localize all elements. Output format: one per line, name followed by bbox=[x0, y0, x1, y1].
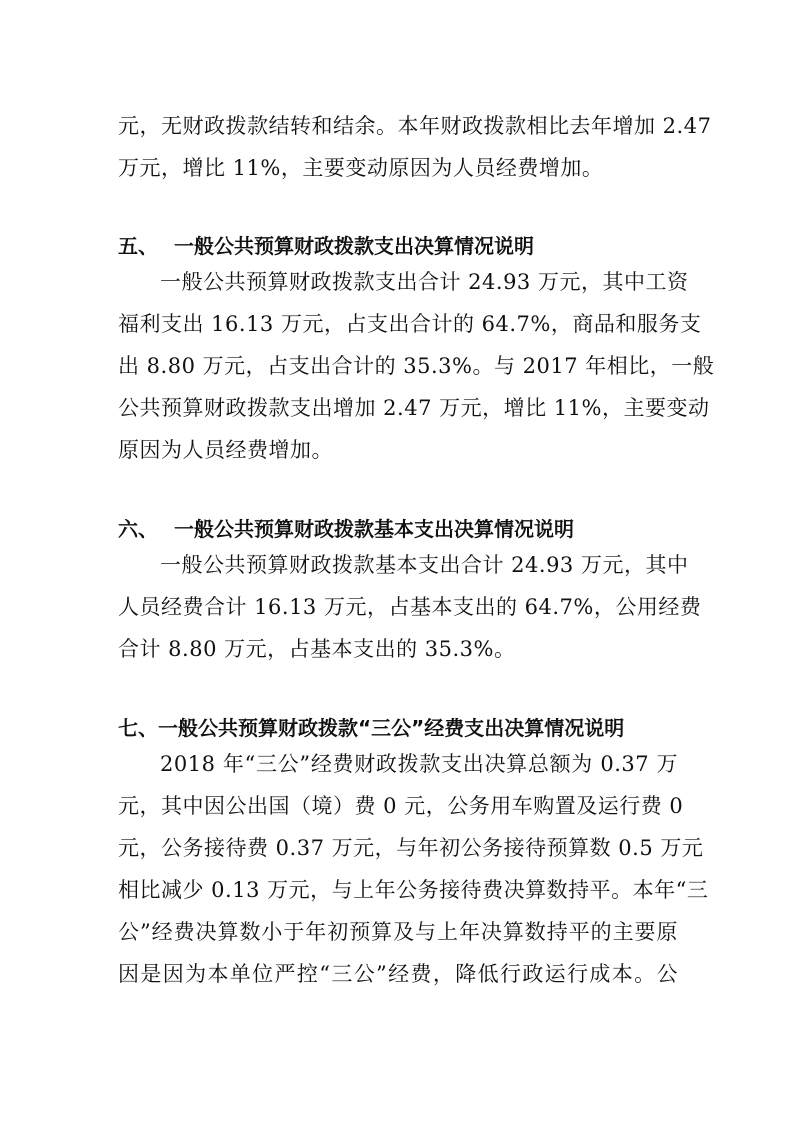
section-5-heading bbox=[118, 231, 678, 261]
section-5-line-2: 福利支出 16.13 万元，占支出合计的 64.7%，商品和服务支 bbox=[118, 312, 702, 336]
section-5-line-1: 一般公共预算财政拨款支出合计 24.93 万元，其中工资 bbox=[160, 270, 689, 294]
section-7-line-2: 元，其中因公出国（境）费 0 元，公务用车购置及运行费 0 bbox=[118, 794, 684, 818]
section-6-heading bbox=[118, 514, 678, 544]
section-6-line-2: 人员经费合计 16.13 万元，占基本支出的 64.7%，公用经费 bbox=[118, 595, 702, 619]
section-7-line-3: 元，公务接待费 0.37 万元，与年初公务接待预算数 0.5 万元 bbox=[118, 836, 704, 860]
section-5-line-3: 出 8.80 万元，占支出合计的 35.3%。与 2017 年相比，一般 bbox=[118, 354, 715, 378]
section-7-heading bbox=[118, 713, 678, 743]
section-5-title: 一般公共预算财政拨款支出决算情况说明 bbox=[174, 234, 534, 258]
section-7-number: 七、 bbox=[118, 716, 158, 740]
section-6-number: 六、 bbox=[118, 517, 158, 541]
section-6-line-3: 合计 8.80 万元，占基本支出的 35.3%。 bbox=[118, 637, 516, 661]
intro-line-1: 元，无财政拨款结转和结余。本年财政拨款相比去年增加 2.47 bbox=[118, 114, 712, 138]
section-7-line-4: 相比减少 0.13 万元，与上年公务接待费决算数持平。本年“三 bbox=[118, 878, 709, 902]
section-7-title: 一般公共预算财政拨款“三公”经费支出决算情况说明 bbox=[158, 716, 625, 740]
section-6-line-1: 一般公共预算财政拨款基本支出合计 24.93 万元，其中 bbox=[160, 553, 689, 577]
section-5-number: 五、 bbox=[118, 234, 158, 258]
section-5-line-4: 公共预算财政拨款支出增加 2.47 万元，增比 11%，主要变动 bbox=[118, 396, 710, 420]
section-7-line-5: 公”经费决算数小于年初预算及与上年决算数持平的主要原 bbox=[118, 920, 678, 944]
intro-line-2: 万元，增比 11%，主要变动原因为人员经费增加。 bbox=[118, 156, 604, 180]
section-5-line-5: 原因为人员经费增加。 bbox=[118, 438, 333, 462]
section-7-line-1: 2018 年“三公”经费财政拨款支出决算总额为 0.37 万 bbox=[160, 752, 678, 776]
section-7-line-6: 因是因为本单位严控“三公”经费，降低行政运行成本。公 bbox=[118, 962, 678, 986]
section-6-title: 一般公共预算财政拨款基本支出决算情况说明 bbox=[174, 517, 574, 541]
